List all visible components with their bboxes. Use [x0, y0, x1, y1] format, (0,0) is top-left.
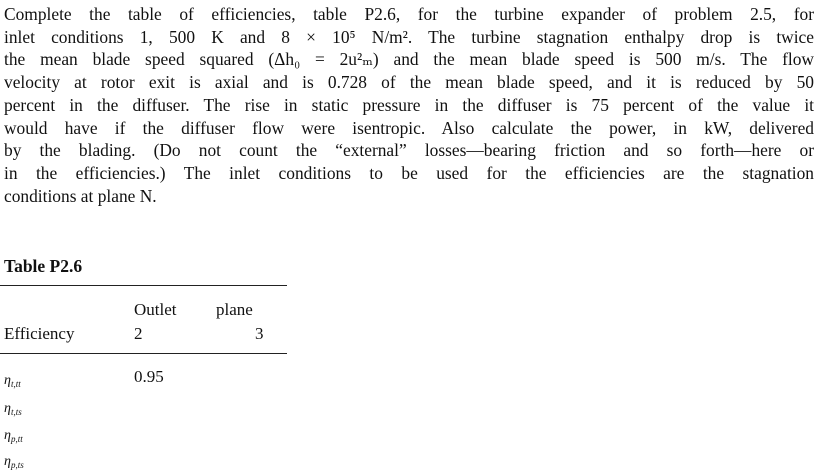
problem-line: inlet conditions 1, 500 K and 8 × 10⁵ N/m². The turbine stagnation enthalpy drop is twice — [4, 26, 814, 47]
header-outlet: Outlet — [134, 300, 177, 319]
header-col-3: 3 — [255, 324, 264, 343]
problem-line: Complete the table of efficiencies, table P2.6, for the turbine expander of problem 2.5, for — [4, 4, 814, 24]
problem-line: in the efficiencies.) The inlet conditions to be used for the efficiencies are the stagnation — [4, 162, 814, 183]
row-symbol: $\eta_{p,ts}$ — [4, 454, 24, 470]
problem-line: conditions at plane N. — [4, 185, 157, 206]
problem-line: would have if the diffuser flow were isentropic. Also calculate the power, in kW, delivered — [4, 117, 814, 138]
header-col-2: 2 — [134, 324, 143, 343]
header-efficiency: Efficiency — [4, 324, 75, 343]
row-symbol: $\eta_{p,tt}$ — [4, 428, 23, 444]
row-symbol: $\eta_{t,tt}$ — [4, 373, 21, 389]
table-title: Table P2.6 — [4, 256, 83, 276]
problem-line: percent in the diffuser. The rise in static pressure in the diffuser is 75 percent of the value it — [4, 94, 814, 115]
problem-line: velocity at rotor exit is axial and is 0.728 of the mean blade speed, and it is reduced by 50 — [4, 72, 814, 93]
problem-line: by the blading. (Do not count the “external” losses—bearing friction and so forth—here or — [4, 140, 814, 161]
header-plane: plane — [216, 300, 253, 319]
row-symbol: $\eta_{t,ts}$ — [4, 401, 22, 417]
row-value-col-2: 0.95 — [134, 367, 164, 386]
problem-statement — [4, 3, 814, 207]
table-header-rule — [0, 353, 287, 354]
table-top-rule — [0, 285, 287, 286]
problem-line: the mean blade speed squared (Δh₀ = 2u²ₘ) and the mean blade speed is 500 m/s. The flow — [4, 49, 814, 70]
